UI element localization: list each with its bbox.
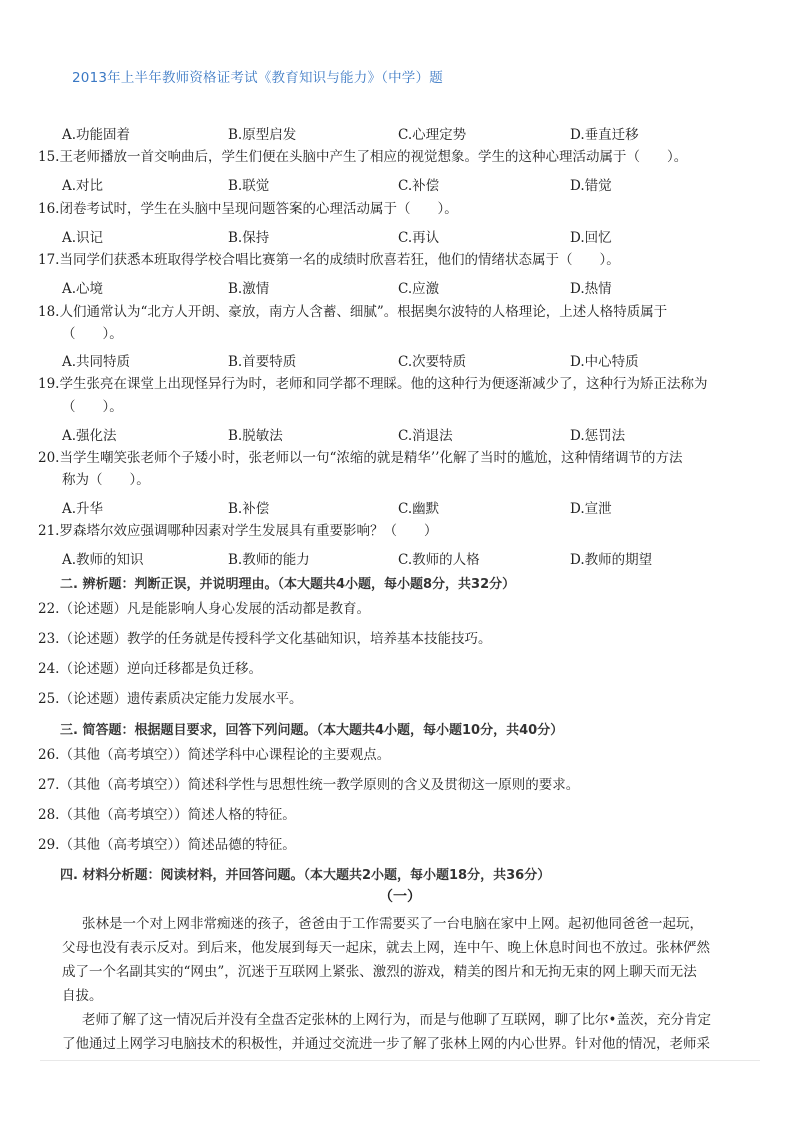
option-c: C.应激 <box>398 281 440 297</box>
option-a: A.对比 <box>62 178 104 194</box>
option-c: C.补偿 <box>398 178 440 194</box>
paragraph-line: 老师了解了这一情况后并没有全盘否定张林的上网行为，而是与他聊了互联网，聊了比尔•盖茨，充分肯定 <box>82 1012 711 1028</box>
option-d: D.垂直迁移 <box>570 127 639 143</box>
short-question-29: 29.（其他（高考填空））简述品德的特征。 <box>38 837 296 853</box>
option-b: B.保持 <box>228 230 270 246</box>
material-subtitle: （一） <box>379 889 421 905</box>
option-b: B.首要特质 <box>228 354 297 370</box>
option-c: C.次要特质 <box>398 354 467 370</box>
question-stem: 21.罗森塔尔效应强调哪种因素对学生发展具有重要影响？（ ） <box>38 523 438 539</box>
section-title-material-analysis: 四. 材料分析题：阅读材料，并回答问题。（本大题共2小题，每小题18分，共36分） <box>60 868 551 883</box>
paragraph-line: 父母也没有表示反对。到后来，他发展到每天一起床，就去上网，连中午、晚上休息时间也不放过。张林俨然 <box>62 940 710 956</box>
question-stem: 16.闭卷考试时，学生在头脑中呈现问题答案的心理活动属于（ ）。 <box>38 201 458 217</box>
paragraph-line: 成了一个名副其实的“网虫”，沉迷于互联网上紧张、激烈的游戏，精美的图片和无拘无束的网上聊天而无法 <box>62 964 697 980</box>
question-stem: 19.学生张亮在课堂上出现怪异行为时，老师和同学都不理睬。他的这种行为便逐渐减少了，这种行为矫正法称为 <box>38 376 708 392</box>
question-stem: 20.当学生嘲笑张老师个子矮小时，张老师以一句“浓缩的就是精华’’化解了当时的尴尬，这种情绪调节的方法 <box>38 450 683 466</box>
option-a: A.强化法 <box>62 428 117 444</box>
document-header-title: 2013年上半年教师资格证考试《教育知识与能力》（中学）题 <box>72 70 443 86</box>
question-stem-continued: （ ）。 <box>62 399 123 415</box>
option-b: B.原型启发 <box>228 127 297 143</box>
option-a: A.教师的知识 <box>62 552 144 568</box>
page-divider <box>40 1060 760 1061</box>
option-a: A.功能固着 <box>62 127 131 143</box>
option-a: A.心境 <box>62 281 104 297</box>
option-a: A.识记 <box>62 230 104 246</box>
question-stem: 15.王老师播放一首交响曲后，学生们便在头脑中产生了相应的视觉想象。学生的这种心理活动属于（ ）。 <box>38 149 688 165</box>
option-b: B.补偿 <box>228 501 270 517</box>
option-d: D.热情 <box>570 281 612 297</box>
option-b: B.教师的能力 <box>228 552 310 568</box>
option-a: A.共同特质 <box>62 354 131 370</box>
essay-question-25: 25.（论述题）遗传素质决定能力发展水平。 <box>38 691 303 707</box>
paragraph-line: 自拔。 <box>62 988 103 1004</box>
option-c: C.消退法 <box>398 428 453 444</box>
question-stem: 17.当同学们获悉本班取得学校合唱比赛第一名的成绩时欣喜若狂，他们的情绪状态属于（ ）。 <box>38 252 620 268</box>
question-stem: 18.人们通常认为“北方人开朗、豪放，南方人含蓄、细腻”。根据奥尔波特的人格理论，上述人格特质属于 <box>38 304 668 320</box>
option-c: C.心理定势 <box>398 127 467 143</box>
option-d: D.教师的期望 <box>570 552 653 568</box>
option-d: D.中心特质 <box>570 354 639 370</box>
option-c: C.再认 <box>398 230 440 246</box>
option-b: B.激情 <box>228 281 270 297</box>
option-c: C.幽默 <box>398 501 440 517</box>
short-question-27: 27.（其他（高考填空））简述科学性与思想性统一教学原则的含义及贯彻这一原则的要求。 <box>38 777 580 793</box>
short-question-28: 28.（其他（高考填空））简述人格的特征。 <box>38 807 296 823</box>
paragraph-line: 了他通过上网学习电脑技术的积极性，并通过交流进一步了解了张林上网的内心世界。针对他的情况，老师采 <box>62 1036 710 1052</box>
option-d: D.惩罚法 <box>570 428 626 444</box>
question-stem-continued: 称为（ ）。 <box>62 472 150 488</box>
option-c: C.教师的人格 <box>398 552 480 568</box>
section-title-short-answer: 三. 简答题：根据题目要求，回答下列问题。（本大题共4小题，每小题10分，共40分） <box>60 723 564 738</box>
question-stem-continued: （ ）。 <box>62 326 123 342</box>
short-question-26: 26.（其他（高考填空））简述学科中心课程论的主要观点。 <box>38 747 391 763</box>
option-a: A.升华 <box>62 501 104 517</box>
option-b: B.脱敏法 <box>228 428 283 444</box>
option-d: D.错觉 <box>570 178 612 194</box>
paragraph-line: 张林是一个对上网非常痴迷的孩子，爸爸由于工作需要买了一台电脑在家中上网。起初他同爸爸一起玩， <box>82 916 703 932</box>
option-d: D.宣泄 <box>570 501 612 517</box>
option-d: D.回忆 <box>570 230 612 246</box>
essay-question-22: 22.（论述题）凡是能影响人身心发展的活动都是教育。 <box>38 601 370 617</box>
section-title-analysis: 二. 辨析题：判断正误，并说明理由。（本大题共4小题，每小题8分，共32分） <box>60 577 516 592</box>
essay-question-23: 23.（论述题）教学的任务就是传授科学文化基础知识，培养基本技能技巧。 <box>38 631 492 647</box>
option-b: B.联觉 <box>228 178 270 194</box>
essay-question-24: 24.（论述题）逆向迁移都是负迁移。 <box>38 661 262 677</box>
